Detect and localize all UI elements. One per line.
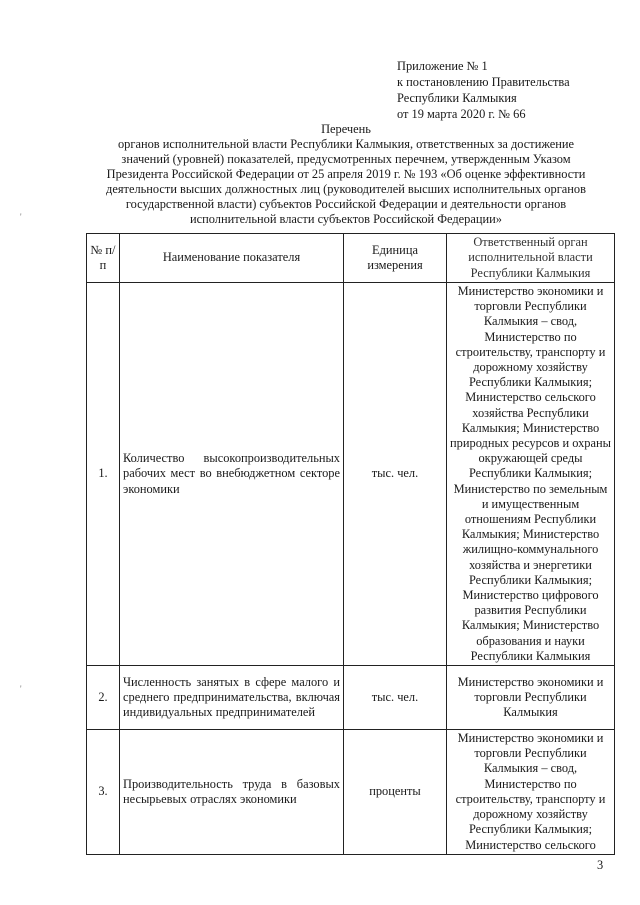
- org-line: хозяйства Республики: [472, 405, 589, 420]
- org-line: Министерство сельского: [465, 390, 596, 405]
- header-unit: Единица измерения: [344, 234, 447, 283]
- table-row: [87, 283, 615, 666]
- org-line: Калмыкия; Министерство: [461, 618, 600, 633]
- org-line: Министерство по: [484, 329, 577, 344]
- scan-mark: ': [20, 684, 22, 694]
- org-line: Министерство экономики и: [457, 674, 604, 689]
- org-line: строительству, транспорту и: [455, 791, 606, 806]
- org-line: торговли Республики: [474, 689, 587, 704]
- org-line: Калмыкия – свод,: [483, 761, 578, 776]
- org-line: образования и науки: [476, 633, 585, 648]
- org-line: Калмыкия; Министерство: [461, 527, 600, 542]
- table-header-row: [87, 234, 615, 283]
- org-line: дорожному хозяйству: [473, 360, 588, 375]
- title-line: органов исполнительной власти Республики Калмыкия, ответственных за достижение: [117, 137, 575, 151]
- row-num: 2.: [87, 666, 120, 730]
- scan-mark: ': [20, 212, 22, 222]
- row-org: [447, 666, 615, 730]
- title-heading: Перечень: [321, 122, 371, 136]
- org-line: окружающей среды: [478, 451, 583, 466]
- row-num: 1.: [87, 283, 120, 666]
- row-num: 3.: [87, 730, 120, 855]
- title-line: Президента Российской Федерации от 25 апреля 2019 г. № 193 «Об оценке эффективности: [106, 167, 586, 181]
- org-line: хозяйства и энергетики: [469, 557, 592, 572]
- org-line: дорожному хозяйству: [473, 807, 588, 822]
- org-line: Республики Калмыкия;: [468, 375, 593, 390]
- org-line: отношениям Республики: [464, 512, 597, 527]
- row-unit: тыс. чел.: [344, 666, 447, 730]
- org-line: торговли Республики: [474, 299, 587, 314]
- table-row: [87, 666, 615, 730]
- row-unit: проценты: [344, 730, 447, 855]
- row-indicator: Количество высокопроизводительных рабочих мест во внебюджетном секторе экономики: [120, 283, 344, 666]
- appendix-line: Республики Калмыкия: [397, 91, 517, 105]
- org-line: Республики Калмыкия;: [468, 822, 593, 837]
- table-row: [87, 730, 615, 855]
- title-line: деятельности высших должностных лиц (руководителей высших исполнительных органов: [106, 182, 586, 196]
- indicators-table: [86, 233, 615, 855]
- appendix-line: Приложение № 1: [397, 59, 488, 73]
- org-line: Республики Калмыкия: [470, 648, 591, 663]
- org-line: Республики Калмыкия;: [468, 466, 593, 481]
- org-line: торговли Республики: [474, 746, 587, 761]
- row-indicator: Производительность труда в базовых несырьевых отраслях экономики: [120, 730, 344, 855]
- org-line: строительству, транспорту и: [455, 344, 606, 359]
- org-line: Министерство цифрового: [462, 588, 599, 603]
- org-line: природных ресурсов и охраны: [450, 436, 611, 451]
- org-line: Министерство экономики и: [457, 284, 604, 298]
- org-line: и имущественным: [481, 496, 580, 511]
- title-line: значений (уровней) показателей, предусмотренных перечнем, утвержденным Указом: [121, 152, 571, 166]
- title-line: государственной власти) субъектов Российской Федерации и деятельности органов: [125, 197, 567, 211]
- org-line: Министерство по земельным: [453, 481, 608, 496]
- org-line: Калмыкия: [503, 705, 558, 720]
- org-line: Министерство экономики и: [457, 731, 604, 746]
- row-unit: тыс. чел.: [344, 283, 447, 666]
- org-line: Министерство по: [484, 776, 577, 791]
- appendix-header: [397, 58, 570, 122]
- row-org: [447, 283, 615, 666]
- header-num: № п/п: [87, 234, 120, 283]
- row-org: [447, 730, 615, 855]
- header-org: Ответственный орган исполнительной власти Республики Калмыкия: [447, 234, 615, 283]
- header-name: Наименование показателя: [120, 234, 344, 283]
- org-line: Калмыкия; Министерство: [461, 420, 600, 435]
- title-line: исполнительной власти субъектов Российской Федерации»: [190, 212, 502, 226]
- org-line: Министерство сельского: [465, 837, 596, 852]
- appendix-line: от 19 марта 2020 г. № 66: [397, 107, 526, 121]
- appendix-line: к постановлению Правительства: [397, 75, 570, 89]
- document-title: [96, 122, 596, 227]
- org-line: Калмыкия – свод,: [483, 314, 578, 329]
- page-number: 3: [597, 858, 604, 872]
- org-line: развития Республики: [474, 603, 587, 618]
- org-line: жилищно-коммунального: [462, 542, 599, 557]
- row-indicator: Численность занятых в сфере малого и среднего предпринимательства, включая индивидуальных предпринимателей: [120, 666, 344, 730]
- org-line: Республики Калмыкия;: [468, 572, 593, 587]
